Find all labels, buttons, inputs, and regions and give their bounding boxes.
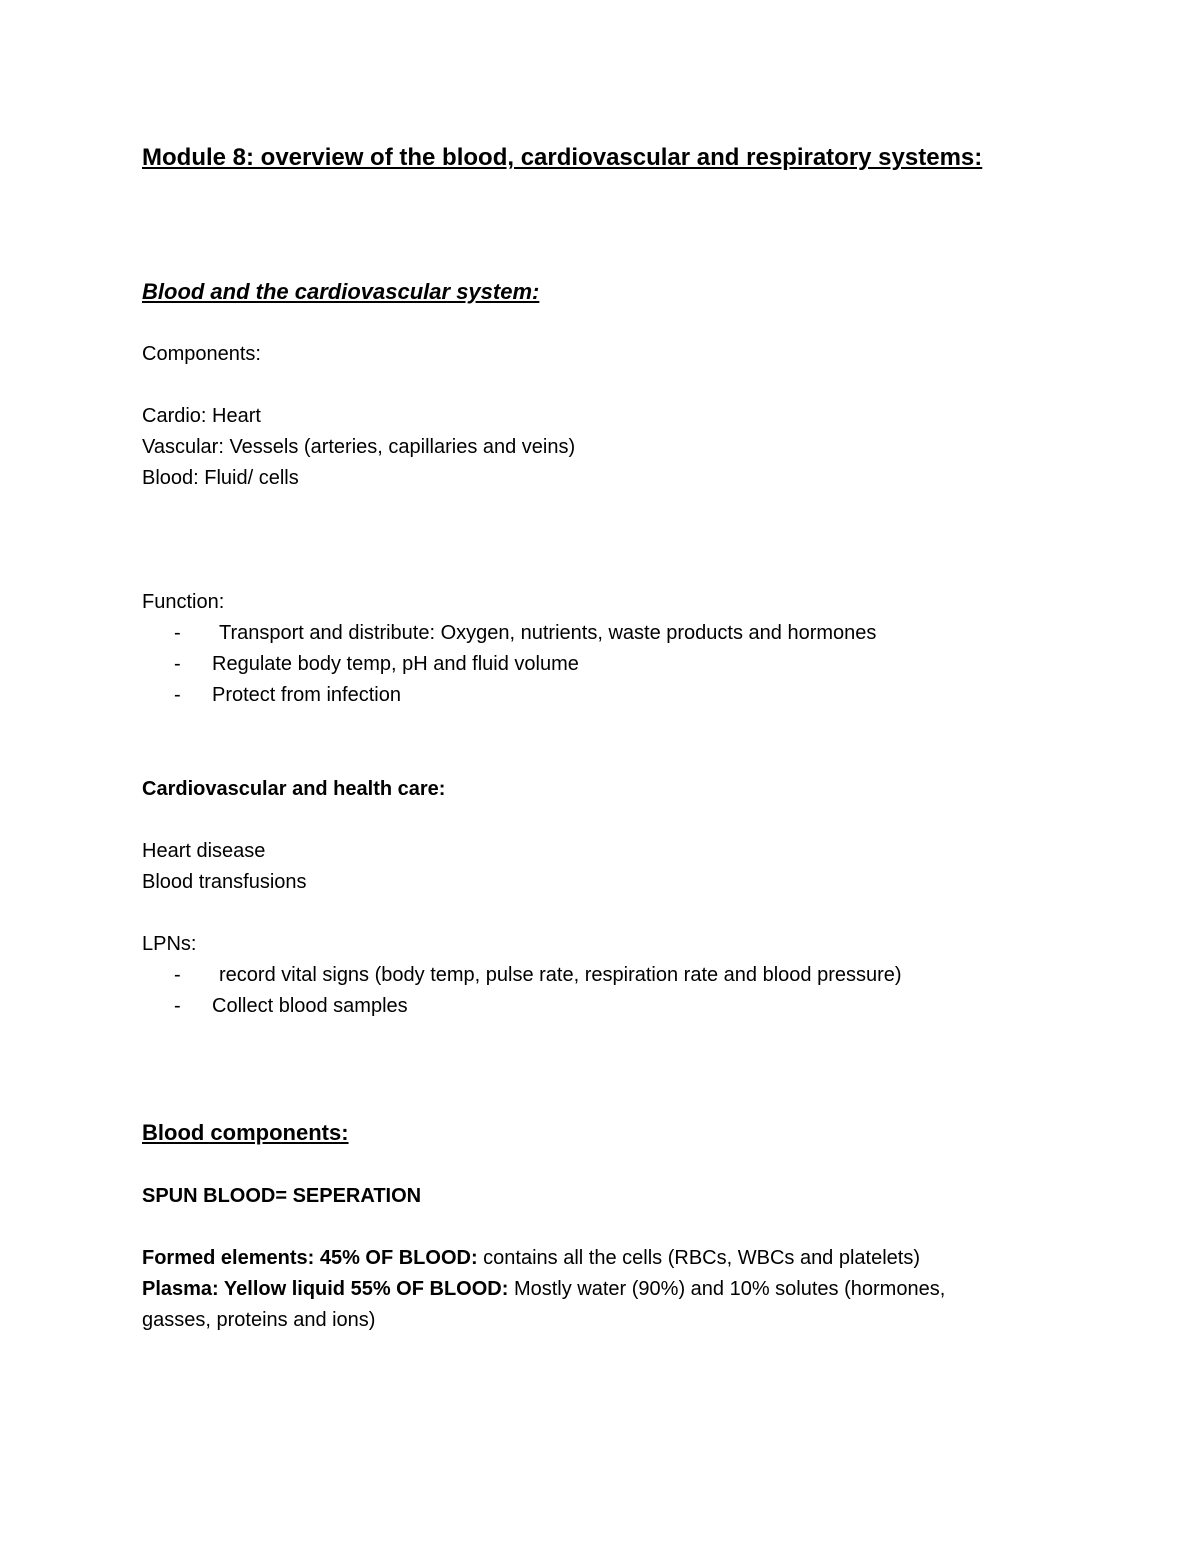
component-blood: Blood: Fluid/ cells (142, 467, 299, 489)
list-item (142, 680, 1092, 711)
formed-elements-label: Formed elements: 45% OF BLOOD: (142, 1247, 478, 1269)
formed-elements-text: contains all the cells (RBCs, WBCs and platelets) (477, 1247, 921, 1269)
component-cardio: Cardio: Heart (142, 405, 261, 427)
function-item-text: Transport and distribute: Oxygen, nutrients, waste products and hormones (219, 622, 877, 644)
function-item-text: Protect from infection (212, 684, 401, 706)
plasma-label: Plasma: Yellow liquid 55% OF BLOOD: (142, 1278, 509, 1300)
components-label: Components: (142, 343, 261, 365)
list-item (142, 649, 1092, 680)
list-item (142, 618, 1092, 649)
list-item (142, 960, 1092, 991)
dash-bullet: - (174, 653, 181, 675)
document-title: Module 8: overview of the blood, cardiovascular and respiratory systems: (142, 144, 983, 171)
lpns-list (142, 960, 1092, 1022)
lpns-label: LPNs: (142, 933, 197, 955)
plasma-text: Mostly water (90%) and 10% solutes (hormones, gasses, proteins and ions) (142, 1278, 946, 1331)
lpns-item-text: Collect blood samples (212, 995, 408, 1017)
function-item-text: Regulate body temp, pH and fluid volume (212, 653, 579, 675)
formed-elements-line (142, 1243, 1092, 1274)
health-item-transfusions: Blood transfusions (142, 871, 307, 893)
list-item (142, 991, 1092, 1022)
dash-bullet: - (174, 964, 181, 986)
plasma-line (142, 1274, 982, 1336)
lpns-item-text: record vital signs (body temp, pulse rate, respiration rate and blood pressure) (219, 964, 902, 986)
function-list (142, 618, 1092, 711)
section-heading-blood-cardiovascular: Blood and the cardiovascular system: (142, 279, 540, 304)
health-item-heart-disease: Heart disease (142, 840, 266, 862)
section-heading-health-care: Cardiovascular and health care: (142, 778, 446, 800)
section-heading-blood-components: Blood components: (142, 1120, 349, 1145)
component-vascular: Vascular: Vessels (arteries, capillaries and veins) (142, 436, 576, 458)
function-label: Function: (142, 591, 225, 613)
dash-bullet: - (174, 995, 181, 1017)
spun-blood-line: SPUN BLOOD= SEPERATION (142, 1185, 422, 1207)
dash-bullet: - (174, 684, 181, 706)
dash-bullet: - (174, 622, 181, 644)
